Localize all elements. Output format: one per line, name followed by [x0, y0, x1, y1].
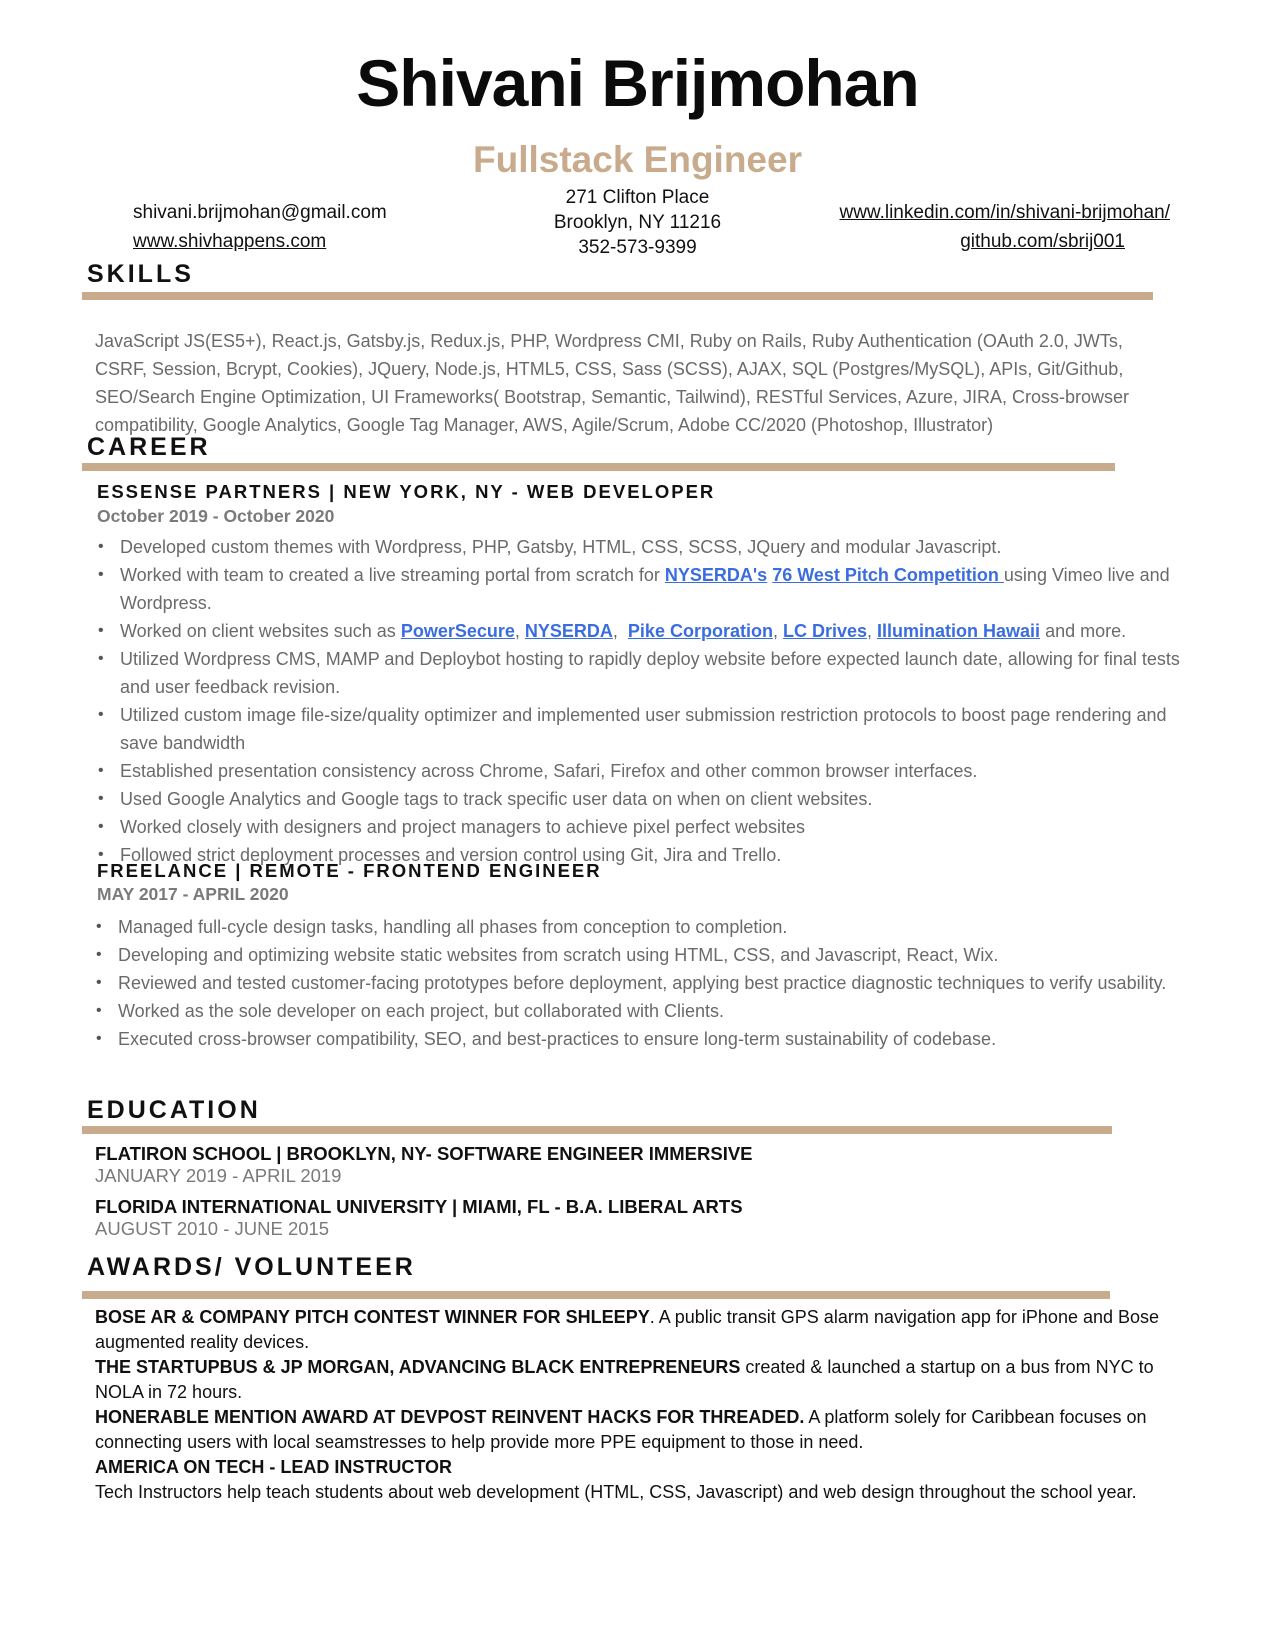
- awards-list: [95, 1305, 1185, 1505]
- list-item: • Developing and optimizing website static websites from scratch using HTML, CSS, and Javascript, React, Wix.: [93, 941, 1173, 969]
- job2-bullets: [93, 913, 1173, 1053]
- phone: 352-573-9399: [578, 237, 697, 258]
- bullet-text: Worked on client websites such as: [120, 621, 401, 641]
- school-dates: JANUARY 2019 - APRIL 2019: [95, 1165, 342, 1186]
- list-item: • Established presentation consistency across Chrome, Safari, Firefox and other common browser interfaces.: [95, 757, 1180, 785]
- candidate-role: Fullstack Engineer: [473, 139, 802, 180]
- address-line2: Brooklyn, NY 11216: [553, 212, 722, 233]
- list-item: • Utilized Wordpress CMS, MAMP and Deploybot hosting to rapidly deploy website before expected launch date, allowing for final tests and user feedback revision.: [95, 645, 1180, 701]
- award-entry: [95, 1480, 1185, 1505]
- address-line1: 271 Clifton Place: [565, 187, 710, 208]
- candidate-name: Shivani Brijmohan: [356, 46, 919, 120]
- award-description: created & launched a startup on a bus from NYC to NOLA in 72 hours.: [95, 1357, 1154, 1402]
- education-heading: EDUCATION: [87, 1096, 261, 1124]
- skills-heading: SKILLS: [87, 260, 194, 288]
- list-item: • Worked as the sole developer on each project, but collaborated with Clients.: [93, 997, 1173, 1025]
- lc-drives-link[interactable]: LC Drives: [782, 621, 868, 641]
- pitch-competition-link[interactable]: 76 West Pitch Competition: [772, 565, 1004, 585]
- award-entry: [95, 1355, 1185, 1405]
- website-link[interactable]: www.shivhappens.com: [133, 231, 327, 252]
- job-title: FREELANCE | REMOTE - FRONTEND ENGINEER: [97, 860, 602, 881]
- award-description: Tech Instructors help teach students about web development (HTML, CSS, Javascript) and web design throughout the school year.: [95, 1482, 1137, 1502]
- school-dates: AUGUST 2010 - JUNE 2015: [95, 1218, 330, 1239]
- award-title: THE STARTUPBUS & JP MORGAN, ADVANCING BLACK ENTREPRENEURS: [95, 1357, 741, 1377]
- award-description: A platform solely for Caribbean focuses on connecting users with local seamstresses to help provide more PPE equipment to those in need.: [95, 1407, 1147, 1452]
- illumination-hawaii-link[interactable]: Illumination Hawaii: [877, 621, 1041, 641]
- skills-text: JavaScript JS(ES5+), React.js, Gatsby.js, Redux.js, PHP, Wordpress CMI, Ruby on Rails, Ruby Authentication (OAuth 2.0, JWTs, CSRF, Session, Bcrypt, Cookies), JQuery, Node.js, HTML5, CSS, Sass (SCSS), AJAX, SQL (Postgres/MySQL), APIs, Git/Github, SEO/Search Engine Optimization, UI Frameworks( Bootstrap, Semantic, Tailwind), RESTful Services, Azure, JIRA, Cross-browser compatibility, Google Analytics, Google Tag Manager, AWS, Agile/Scrum, Adobe CC/2020 (Photoshop, Illustrator): [95, 331, 1130, 435]
- pike-corporation-link[interactable]: Pike Corporation: [627, 621, 773, 641]
- list-item: • Worked closely with designers and project managers to achieve pixel perfect websites: [95, 813, 1180, 841]
- nyserda-link[interactable]: NYSERDA's: [664, 565, 768, 585]
- email[interactable]: shivani.brijmohan@gmail.com: [133, 202, 387, 223]
- education-divider: [82, 1126, 1112, 1134]
- school-name: FLORIDA INTERNATIONAL UNIVERSITY | MIAMI, FL - B.A. LIBERAL ARTS: [95, 1196, 743, 1217]
- award-title: HONERABLE MENTION AWARD AT DEVPOST REINVENT HACKS FOR THREADED.: [95, 1407, 805, 1427]
- job-dates: MAY 2017 - APRIL 2020: [97, 884, 289, 904]
- powersecure-link[interactable]: PowerSecure: [400, 621, 515, 641]
- award-entry: [95, 1405, 1185, 1455]
- list-item: • Followed strict deployment processes and version control using Git, Jira and Trello.: [95, 841, 1180, 869]
- job-dates: October 2019 - October 2020: [97, 506, 335, 526]
- list-item: • Utilized custom image file-size/quality optimizer and implemented user submission restriction protocols to boost page rendering and save bandwidth: [95, 701, 1180, 757]
- list-item: • Executed cross-browser compatibility, SEO, and best-practices to ensure long-term sustainability of codebase.: [93, 1025, 1173, 1053]
- list-item: • Developed custom themes with Wordpress, PHP, Gatsby, HTML, CSS, SCSS, JQuery and modular Javascript.: [95, 533, 1180, 561]
- nyserda-client-link[interactable]: NYSERDA: [524, 621, 613, 641]
- career-heading: CAREER: [87, 433, 211, 461]
- awards-divider: [82, 1291, 1110, 1299]
- list-item: • Reviewed and tested customer-facing prototypes before deployment, applying best practice diagnostic techniques to verify usability.: [93, 969, 1173, 997]
- award-entry: [95, 1305, 1185, 1355]
- list-item: • Managed full-cycle design tasks, handling all phases from conception to completion.: [93, 913, 1173, 941]
- bullet-text: and more.: [1040, 621, 1127, 641]
- contact-right: [815, 198, 1170, 256]
- job-title: ESSENSE PARTNERS | NEW YORK, NY - WEB DEVELOPER: [97, 481, 716, 502]
- awards-heading: AWARDS/ VOLUNTEER: [87, 1253, 416, 1281]
- award-title: AMERICA ON TECH - LEAD INSTRUCTOR: [95, 1457, 452, 1477]
- list-item: [95, 561, 1180, 617]
- list-item: • Used Google Analytics and Google tags to track specific user data on when on client websites.: [95, 785, 1180, 813]
- school-name: FLATIRON SCHOOL | BROOKLYN, NY- SOFTWARE ENGINEER IMMERSIVE: [95, 1143, 753, 1164]
- github-link[interactable]: github.com/sbrij001: [960, 231, 1125, 252]
- award-entry: [95, 1455, 1185, 1480]
- job1-bullets: [95, 533, 1180, 869]
- award-description: . A public transit GPS alarm navigation app for iPhone and Bose augmented reality devices.: [95, 1307, 1160, 1352]
- bullet-text: using Vimeo live and Wordpress.: [120, 565, 1170, 613]
- bullet-text: Worked with team to created a live streaming portal from scratch for: [120, 565, 665, 585]
- list-item: • Worked on client websites such as PowerSecure, NYSERDA, Pike Corporation, LC Drives, Illumination Hawaii and more.: [95, 617, 1180, 645]
- career-divider: [82, 463, 1115, 471]
- skills-divider: [82, 292, 1153, 300]
- award-title: BOSE AR & COMPANY PITCH CONTEST WINNER FOR SHLEEPY: [95, 1307, 650, 1327]
- linkedin-link[interactable]: www.linkedin.com/in/shivani-brijmohan/: [839, 202, 1170, 223]
